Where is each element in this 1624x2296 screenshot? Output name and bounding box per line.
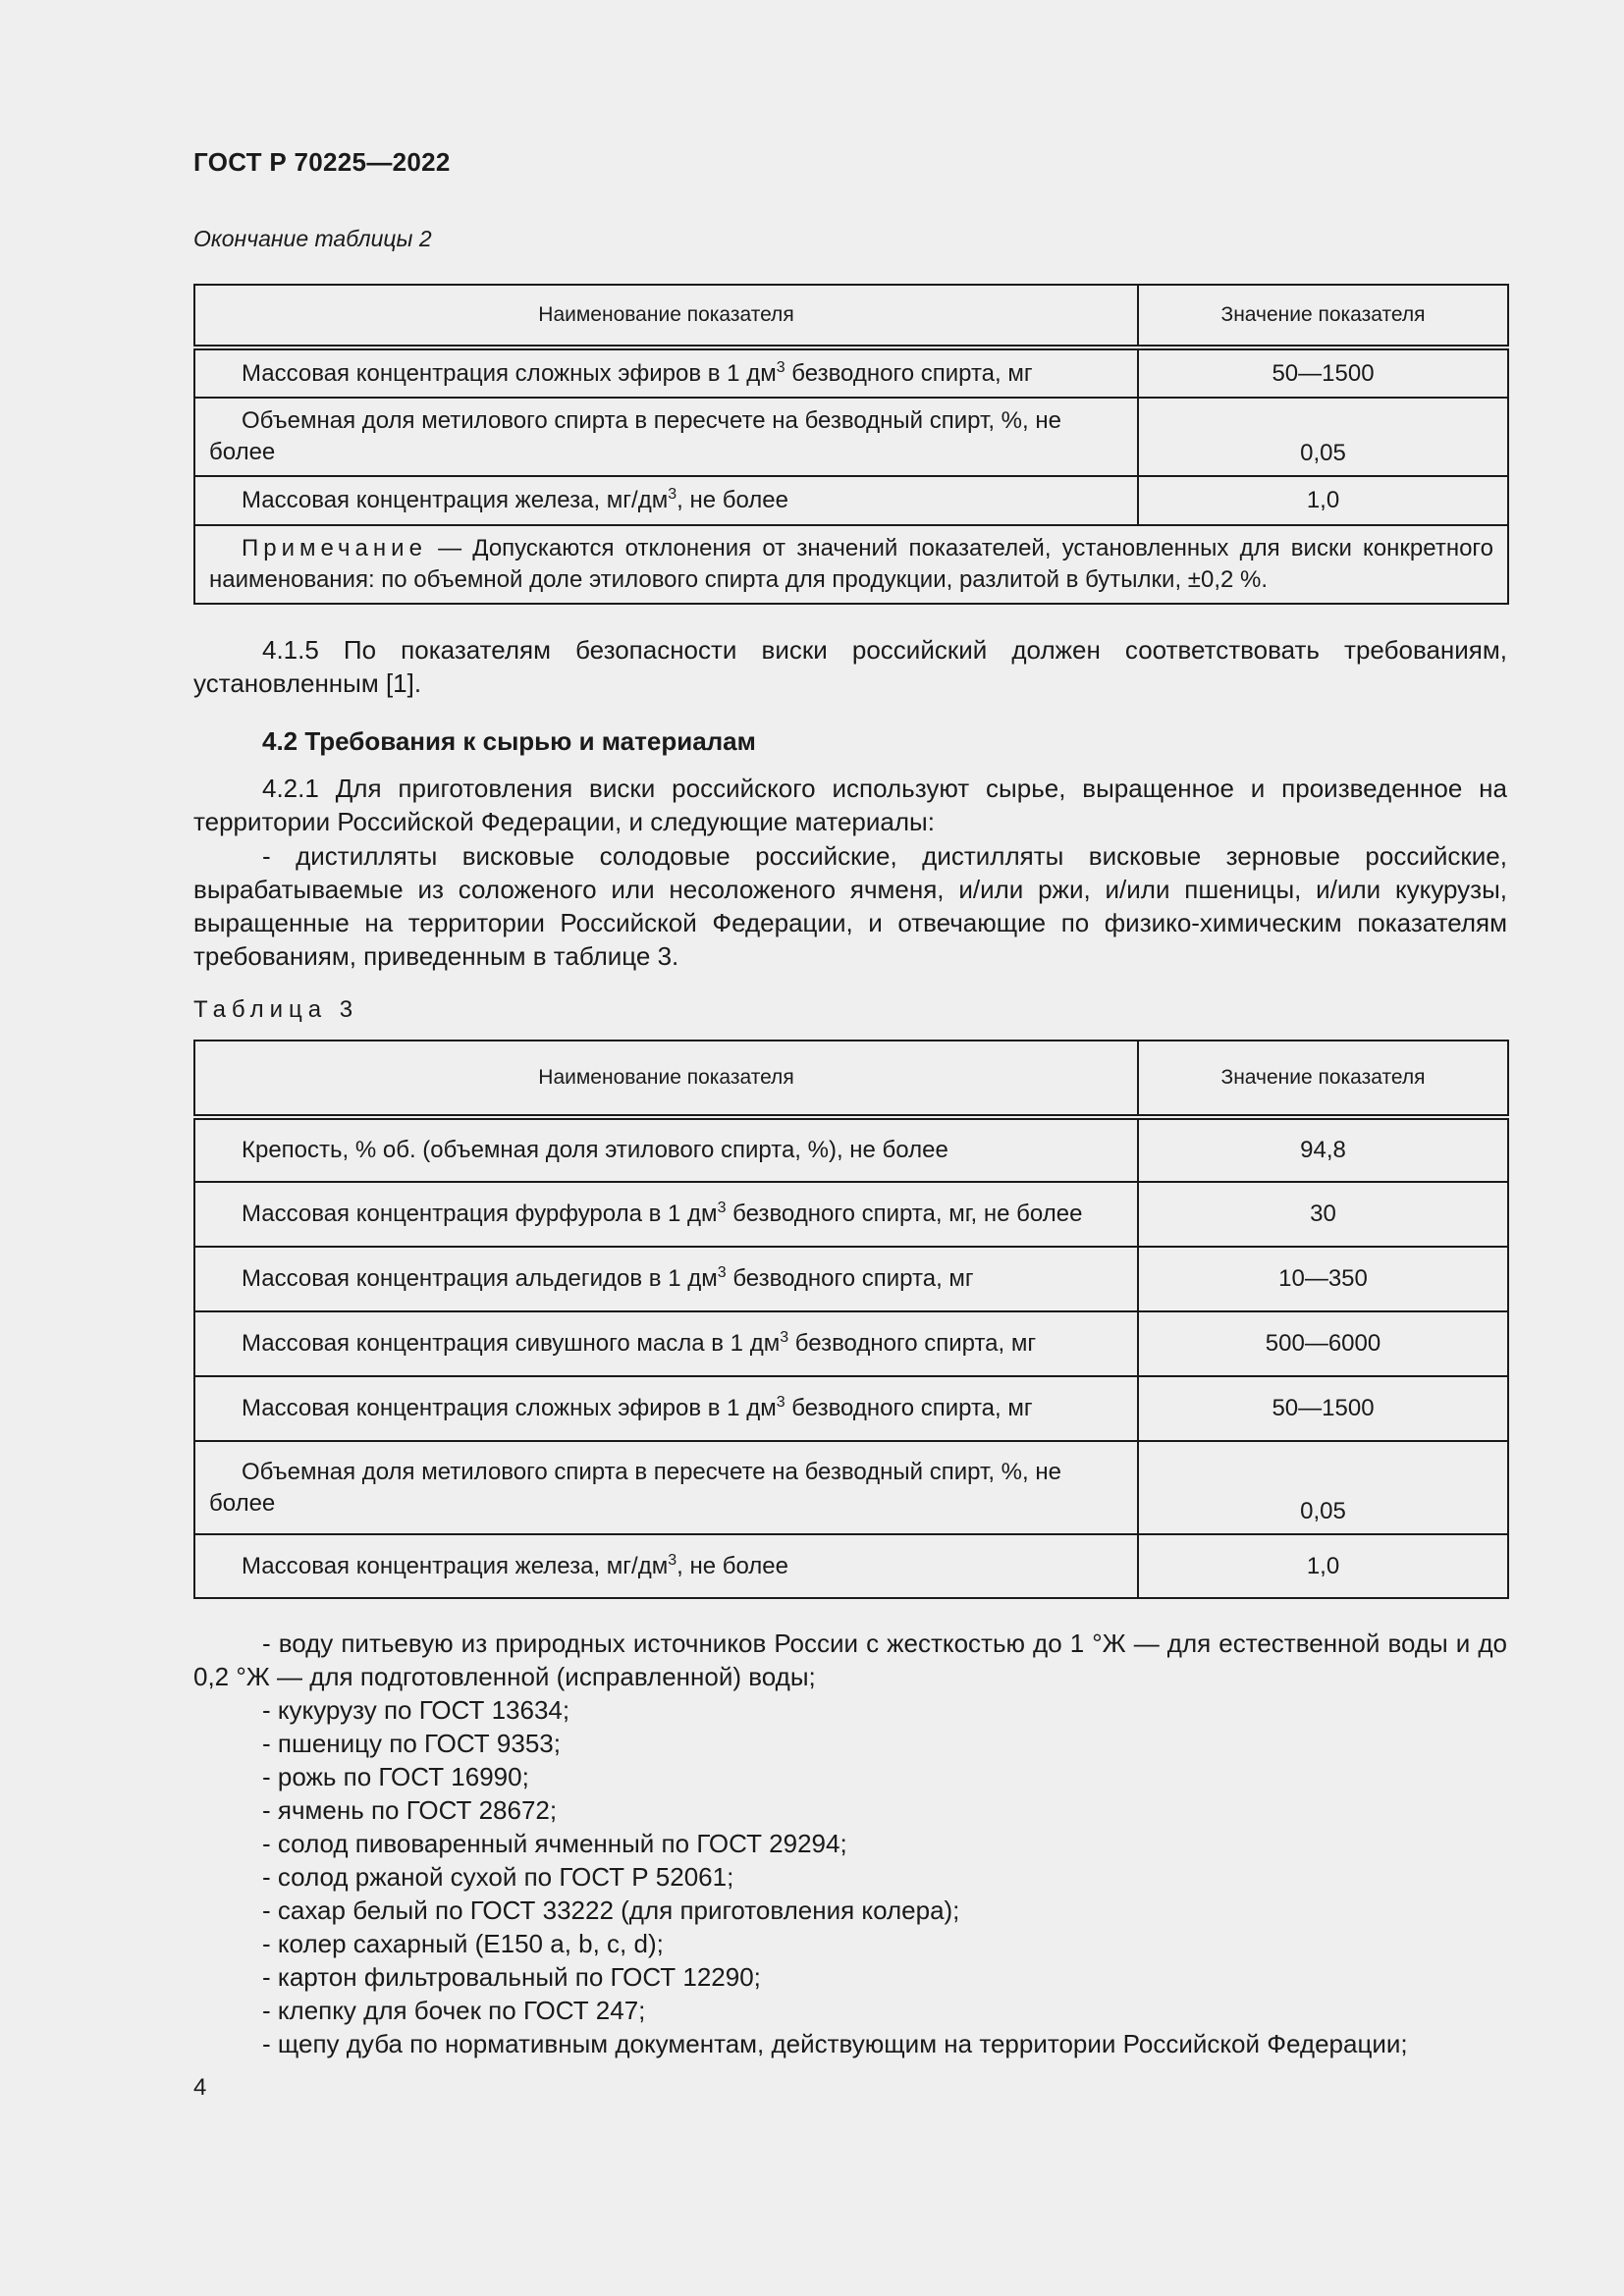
row-value: 10—350 bbox=[1138, 1247, 1508, 1311]
table-row bbox=[194, 1182, 1508, 1247]
row-name: Массовая концентрация сложных эфиров в 1 $дм^3$ безводного спирта, мг bbox=[194, 347, 1138, 398]
list-item: - воду питьевую из природных источников России с жесткостью до 1 °Ж — для естественной воды и до 0,2 °Ж — для подготовленной (исправленной) воды; bbox=[193, 1629, 1507, 1691]
list-item: - клепку для бочек по ГОСТ 247; bbox=[262, 1996, 646, 2025]
column-header-value: Значение показателя bbox=[1138, 1041, 1508, 1117]
table-note bbox=[194, 525, 1508, 604]
row-name: Массовая концентрация сложных эфиров в 1 $дм^3$ безводного спирта, мг bbox=[194, 1376, 1138, 1441]
section-heading-4-2: 4.2 Требования к сырью и материалам bbox=[262, 726, 756, 756]
table-note-row bbox=[194, 525, 1508, 604]
row-value: 1,0 bbox=[1138, 1534, 1508, 1598]
table-row bbox=[194, 1247, 1508, 1311]
table-row bbox=[194, 1441, 1508, 1534]
materials-list bbox=[193, 1627, 1507, 2060]
table-row bbox=[194, 1311, 1508, 1376]
row-value: 1,0 bbox=[1138, 476, 1508, 525]
table-row bbox=[194, 398, 1508, 476]
table-row bbox=[194, 1376, 1508, 1441]
row-value: 500—6000 bbox=[1138, 1311, 1508, 1376]
row-value: 50—1500 bbox=[1138, 347, 1508, 398]
note-label: Примечание bbox=[242, 535, 427, 561]
column-header-name: Наименование показателя bbox=[194, 1041, 1138, 1117]
table-row bbox=[194, 476, 1508, 525]
table-2 bbox=[193, 284, 1509, 605]
table-3 bbox=[193, 1040, 1509, 1599]
list-item: - картон фильтровальный по ГОСТ 12290; bbox=[262, 1962, 761, 1992]
row-value: 50—1500 bbox=[1138, 1376, 1508, 1441]
list-item: - колер сахарный (Е150 a, b, c, d); bbox=[262, 1929, 664, 1958]
row-name: Крепость, % об. (объемная доля этилового спирта, %), не более bbox=[194, 1117, 1138, 1182]
row-name: Объемная доля метилового спирта в пересчете на безводный спирт, %, не более bbox=[194, 1441, 1138, 1534]
document-code: ГОСТ Р 70225—2022 bbox=[193, 147, 451, 177]
paragraph-4-2-1: 4.2.1 Для приготовления виски российского используют сырье, выращенное и произведенное на территории Российской Федерации, и следующие материалы: bbox=[193, 774, 1507, 836]
list-item: - солод ржаной сухой по ГОСТ Р 52061; bbox=[262, 1862, 734, 1892]
list-item: - ячмень по ГОСТ 28672; bbox=[262, 1795, 558, 1825]
column-header-value: Значение показателя bbox=[1138, 285, 1508, 347]
row-value: 0,05 bbox=[1138, 398, 1508, 476]
row-value: 0,05 bbox=[1138, 1441, 1508, 1534]
paragraph-4-1-5: 4.1.5 По показателям безопасности виски российский должен соответствовать требованиям, установленным [1]. bbox=[193, 635, 1507, 698]
table-row bbox=[194, 1534, 1508, 1598]
list-item: - кукурузу по ГОСТ 13634; bbox=[262, 1695, 570, 1725]
row-name: Массовая концентрация фурфурола в 1 $дм^3$ безводного спирта, мг, не более bbox=[194, 1182, 1138, 1247]
list-item: - сахар белый по ГОСТ 33222 (для приготовления колера); bbox=[262, 1896, 960, 1925]
table-3-label: Таблица 3 bbox=[193, 996, 359, 1023]
column-header-name: Наименование показателя bbox=[194, 285, 1138, 347]
list-item: - пшеницу по ГОСТ 9353; bbox=[262, 1729, 561, 1758]
page-number: 4 bbox=[193, 2074, 207, 2101]
row-value: 94,8 bbox=[1138, 1117, 1508, 1182]
row-name: Массовая концентрация железа, $мг/дм^3$, не более bbox=[194, 476, 1138, 525]
row-name: Массовая концентрация сивушного масла в 1 $дм^3$ безводного спирта, мг bbox=[194, 1311, 1138, 1376]
list-item: - солод пивоваренный ячменный по ГОСТ 29294; bbox=[262, 1829, 847, 1858]
paragraph-distillates: - дистилляты висковые солодовые российские, дистилляты висковые зерновые российские, вырабатываемые из соложеного или несоложеного ячменя, и/или ржи, и/или пшеницы, и/или кукурузы, выращенные на территории Российской Федерации, и отвечающие по физико-химическим показателям требованиям, приведенным в таблице 3. bbox=[193, 841, 1507, 971]
table-continuation-caption: Окончание таблицы 2 bbox=[193, 226, 432, 251]
note-text: — Допускаются отклонения от значений показателей, установленных для виски конкретного наименования: по объемной доле этилового спирта для продукции, разлитой в бутылки, ±0,2 %. bbox=[209, 535, 1493, 593]
row-name: Массовая концентрация альдегидов в 1 $дм^3$ безводного спирта, мг bbox=[194, 1247, 1138, 1311]
row-value: 30 bbox=[1138, 1182, 1508, 1247]
table-row bbox=[194, 347, 1508, 398]
list-item: - рожь по ГОСТ 16990; bbox=[262, 1762, 529, 1791]
row-name: Объемная доля метилового спирта в пересчете на безводный спирт, %, не более bbox=[194, 398, 1138, 476]
table-row bbox=[194, 1117, 1508, 1182]
row-name: Массовая концентрация железа, $мг/дм^3$, не более bbox=[194, 1534, 1138, 1598]
list-item: - щепу дуба по нормативным документам, действующим на территории Российской Федерации; bbox=[262, 2029, 1408, 2058]
